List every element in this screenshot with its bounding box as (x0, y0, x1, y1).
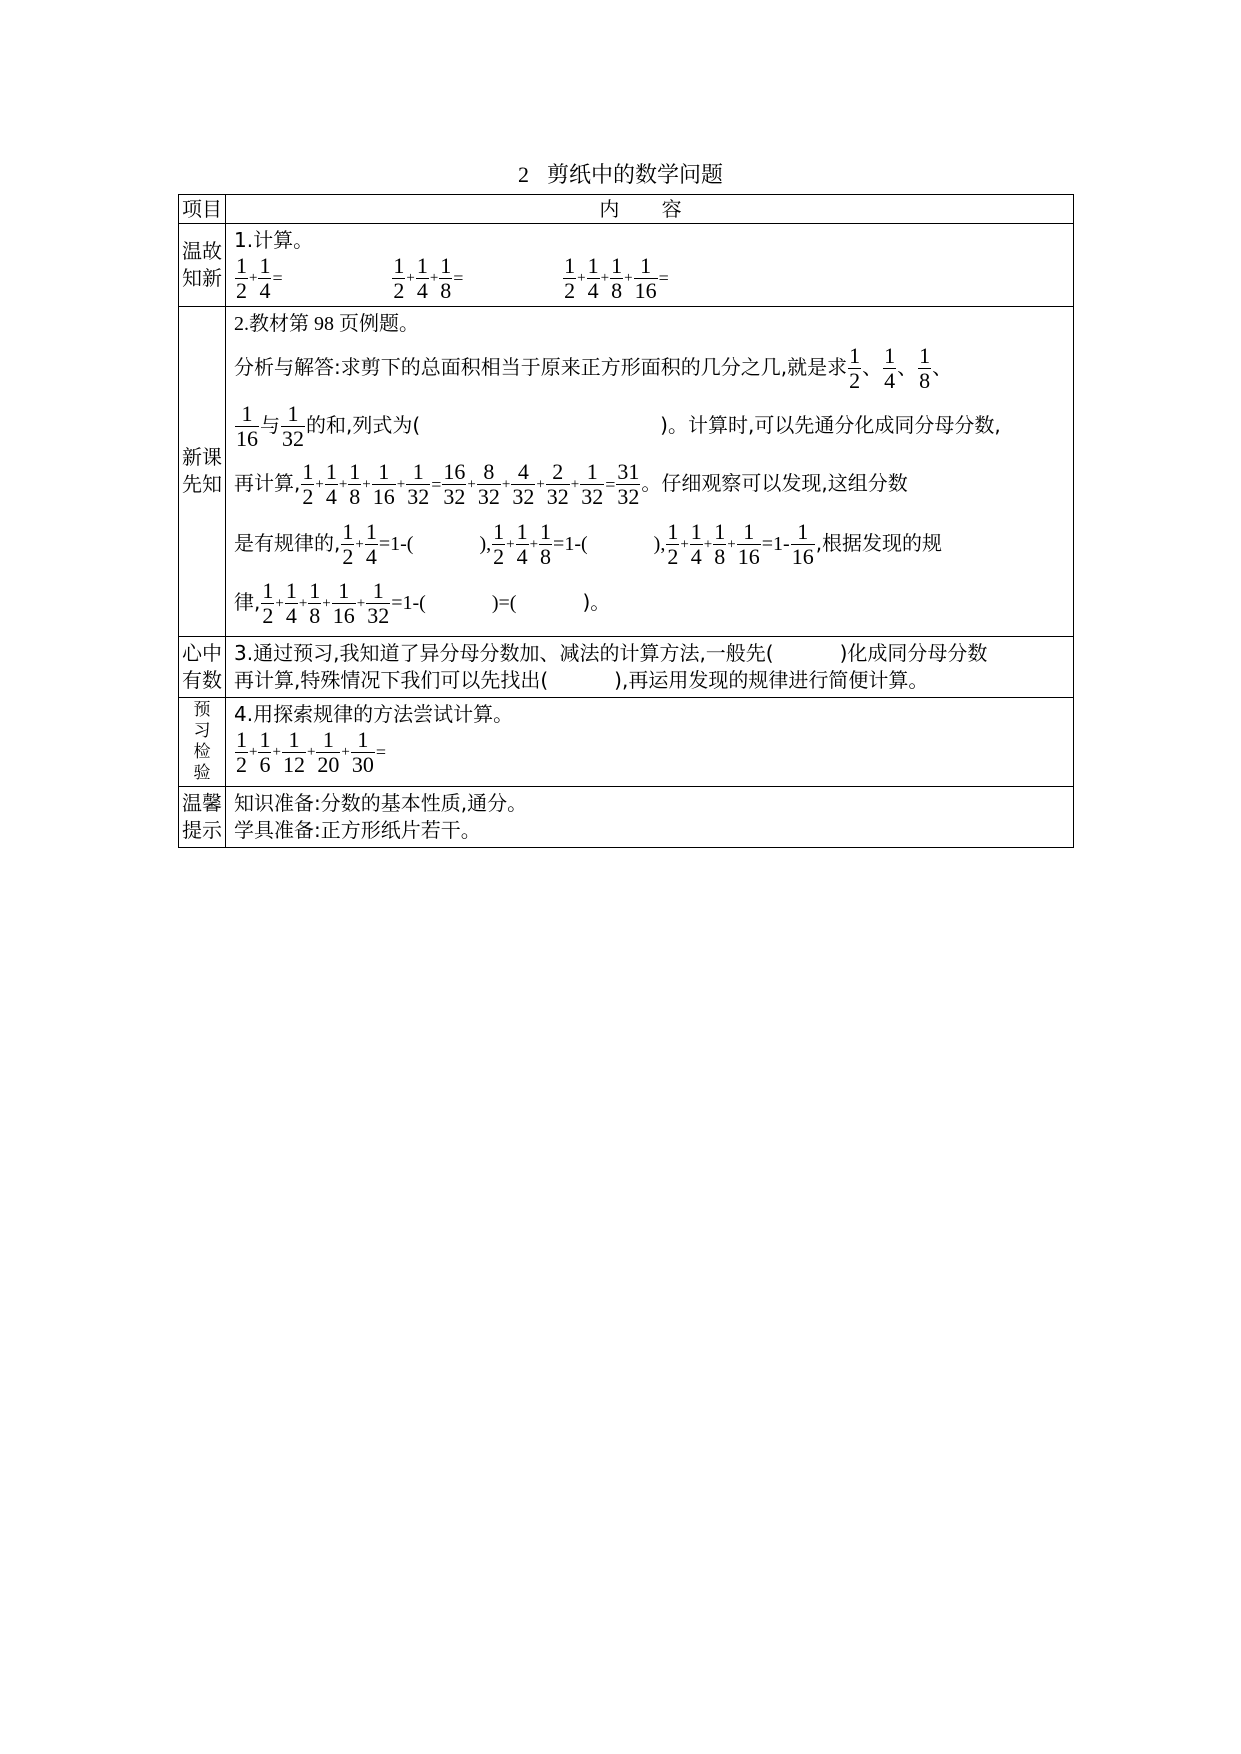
tips-content (226, 786, 1074, 847)
fraction: $\frac{1}{32}$ (581, 459, 604, 509)
fraction: $\frac{1}{16}$ (332, 578, 355, 628)
header-row (179, 195, 1074, 224)
analysis-line-1: 分析与解答:求剪下的总面积相当于原来正方形面积的几分之几,就是求 $\frac{1}{2}$ 、 $\frac{1}{4}$ 、 $\frac{1}{8}$ 、 (234, 343, 953, 393)
preview-label: 新课先知 (179, 307, 226, 637)
review-item: 1.计算。 (234, 228, 314, 252)
check-label: 预习检验 (179, 697, 226, 786)
fraction: $\frac{1}{16}$ (737, 518, 760, 569)
fraction: $\frac{31}{32}$ (617, 459, 640, 509)
fraction: $\frac{1}{16}$ (372, 459, 395, 509)
preview-item: 2.教材第 98 页例题。 (234, 313, 419, 335)
fraction: $\frac{1}{12}$ (282, 726, 305, 777)
fraction: $\frac{1}{4}$ (259, 253, 271, 303)
fraction: $\frac{1}{4}$ (516, 518, 528, 569)
fraction: $\frac{1}{4}$ (365, 518, 377, 569)
header-item-cell: 项目 (179, 195, 226, 224)
summary-label: 心中有数 (179, 636, 226, 697)
fraction: $\frac{1}{2}$ (493, 518, 505, 569)
fraction: $\frac{1}{8}$ (919, 343, 931, 393)
review-content (226, 224, 1074, 307)
fraction: $\frac{1}{2}$ (393, 253, 405, 303)
worksheet-table (178, 194, 1074, 848)
check-expression: $\frac{1}{2}$ + $\frac{1}{6}$ + $\frac{1}{12}$ + $\frac{1}{20}$ + $\frac{1}{30}$ = (236, 726, 387, 777)
fraction: $\frac{1}{6}$ (259, 726, 271, 777)
fraction: $\frac{1}{8}$ (714, 518, 726, 569)
fraction: $\frac{1}{2}$ (667, 518, 679, 569)
fraction: $\frac{1}{2}$ (302, 459, 314, 509)
fraction: $\frac{1}{8}$ (440, 253, 452, 303)
preview-content (226, 307, 1074, 637)
fraction: $\frac{1}{8}$ (309, 578, 321, 628)
tips-line-1: 知识准备:分数的基本性质,通分。 (234, 790, 528, 815)
fraction: $\frac{1}{16}$ (236, 401, 258, 451)
expr-1: $\frac{1}{2}$ + $\frac{1}{4}$ = (236, 253, 283, 303)
analysis-line-4: 是有规律的, $\frac{1}{2}$ + $\frac{1}{4}$ =1-( ), $\frac{1}{2}$ + $\frac{1}{4}$ + $\frac{1}{8}$ =1-( ), $\frac{1}{2}$ + $\frac{1}{4}$ + $\frac{1}{8}$ + $\frac{1}{16}$ =1- $\frac{1}{16}$ ,根据发现的规 (234, 518, 943, 569)
fraction: $\frac{1}{16}$ (634, 253, 657, 303)
fraction: $\frac{1}{4}$ (690, 518, 702, 569)
fraction: $\frac{8}{32}$ (477, 459, 500, 509)
check-content (226, 697, 1074, 786)
page-title (0, 158, 1241, 189)
analysis-line-5: 律, $\frac{1}{2}$ + $\frac{1}{4}$ + $\frac{1}{8}$ + $\frac{1}{16}$ + $\frac{1}{32}$ =1-( )=( )。 (234, 578, 611, 628)
title-text: 剪纸中的数学问题 (546, 163, 723, 188)
summary-content (226, 636, 1074, 697)
expr-2: $\frac{1}{2}$ + $\frac{1}{4}$ + $\frac{1}{8}$ = (393, 253, 464, 303)
summary-line-1: 3.通过预习,我知道了异分母分数加、减法的计算方法,一般先( )化成同分母分数 (234, 640, 988, 665)
check-item: 4.用探索规律的方法尝试计算。 (234, 701, 514, 726)
fraction: $\frac{1}{8}$ (611, 253, 623, 303)
fraction: $\frac{1}{32}$ (407, 459, 430, 509)
title-number: 2 (517, 162, 529, 187)
fraction: $\frac{1}{30}$ (351, 726, 374, 777)
fraction: $\frac{1}{4}$ (416, 253, 428, 303)
review-label: 温故知新 (179, 224, 226, 307)
fraction: $\frac{1}{8}$ (540, 518, 552, 569)
fraction: $\frac{1}{20}$ (317, 726, 340, 777)
tips-label: 温馨提示 (179, 786, 226, 847)
fraction: $\frac{1}{4}$ (325, 459, 337, 509)
summary-row (179, 636, 1074, 697)
fraction: $\frac{1}{32}$ (367, 578, 390, 628)
summary-line-2: 再计算,特殊情况下我们可以先找出( ),再运用发现的规律进行简便计算。 (234, 667, 929, 692)
expr-3: $\frac{1}{2}$ + $\frac{1}{4}$ + $\frac{1}{8}$ + $\frac{1}{16}$ = (564, 253, 669, 303)
fraction: $\frac{1}{2}$ (342, 518, 354, 569)
fraction: $\frac{1}{4}$ (285, 578, 297, 628)
review-row (179, 224, 1074, 307)
fraction: $\frac{4}{32}$ (512, 459, 535, 509)
fraction: $\frac{1}{2}$ (849, 343, 861, 393)
fraction: $\frac{1}{32}$ (282, 401, 304, 451)
tips-row (179, 786, 1074, 847)
fraction: $\frac{1}{2}$ (564, 253, 576, 303)
analysis-line-3: 再计算, $\frac{1}{2}$ + $\frac{1}{4}$ + $\frac{1}{8}$ + $\frac{1}{16}$ + $\frac{1}{32}$ = $\frac{16}{32}$ + $\frac{8}{32}$ + $\frac{4}{32}$ + $\frac{2}{32}$ + $\frac{1}{32}$ = $\frac{31}{32}$ 。仔细观察可以发现,这组分数 (234, 459, 908, 509)
preview-row (179, 307, 1074, 637)
analysis-line-2: $\frac{1}{16}$ 与 $\frac{1}{32}$ 的和,列式为( )。计算时,可以先通分化成同分母分数, (236, 401, 1001, 451)
header-content-cell: 内 容 (226, 195, 1074, 224)
check-row (179, 697, 1074, 786)
fraction: $\frac{1}{8}$ (349, 459, 361, 509)
fraction: $\frac{1}{2}$ (236, 726, 247, 777)
tips-line-2: 学具准备:正方形纸片若干。 (234, 817, 481, 842)
fraction: $\frac{16}{32}$ (443, 459, 466, 509)
fraction: $\frac{2}{32}$ (546, 459, 569, 509)
review-expressions (234, 254, 1067, 303)
fraction: $\frac{1}{16}$ (791, 518, 814, 569)
fraction: $\frac{1}{2}$ (262, 578, 274, 628)
fraction: $\frac{1}{2}$ (236, 253, 247, 303)
fraction: $\frac{1}{4}$ (884, 343, 896, 393)
fraction: $\frac{1}{4}$ (587, 253, 599, 303)
